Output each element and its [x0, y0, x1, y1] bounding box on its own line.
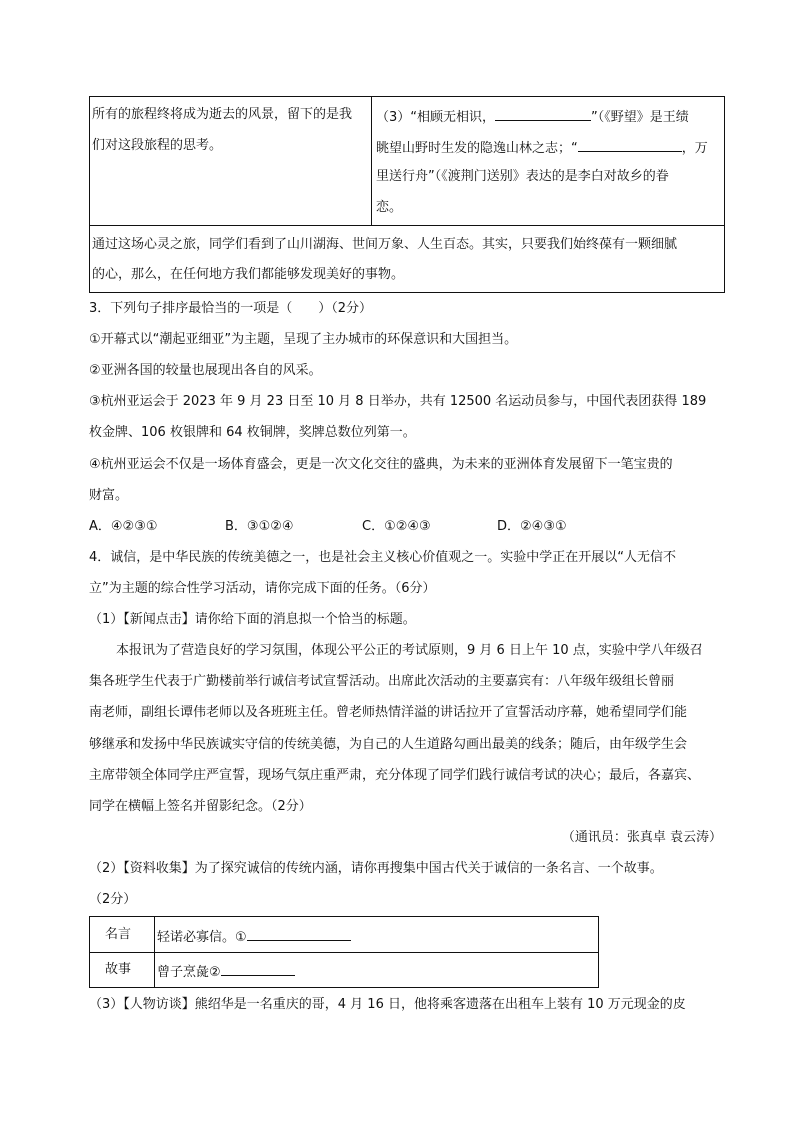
quote-answer-blank[interactable]	[247, 926, 351, 941]
story-answer-blank[interactable]	[221, 961, 295, 976]
answer-blank-2[interactable]	[578, 137, 682, 152]
news-line-2: 集各班学生代表于广勤楼前举行诚信考试宣誓活动。出席此次活动的主要嘉宾有：八年级年级组长曾丽	[89, 674, 675, 689]
poem-prompt-2-pre: 眺望山野时生发的隐逸山林之志；“	[376, 141, 578, 156]
table-right-line2	[376, 137, 708, 158]
poem-prompt-1-pre: （3）“相顾无相识，	[376, 110, 496, 125]
material-content-quote	[157, 926, 351, 947]
news-line-4: 够继承和发扬中华民族诚实守信的传统美德，为自己的人生道路勾画出最美的线条；随后，由年级学生会	[89, 737, 688, 752]
answer-blank-1[interactable]	[495, 106, 591, 121]
table-bottom-line2: 的心，那么，在任何地方我们都能够发现美好的事物。	[92, 267, 405, 282]
q4-sub2-line2: （2分）	[89, 892, 137, 907]
table-left-line2: 们对这段旅程的思考。	[92, 138, 223, 153]
q3-stem: 3．下列句子排序最恰当的一项是（ ）（2分）	[89, 301, 373, 316]
material-content-story	[157, 961, 295, 982]
top-table-column-divider	[371, 96, 372, 225]
q3-sentence-4-line2: 财富。	[89, 488, 129, 503]
q3-option-a[interactable]: A．④②③①	[89, 519, 158, 534]
q3-sentence-3-line1: ③杭州亚运会于 2023 年 9 月 23 日至 10 月 8 日举办，共有 12500 名运动员参与，中国代表团获得 189	[89, 394, 707, 409]
q4-stem-line2: 立”为主题的综合性学习活动，请你完成下面的任务。（6分）	[89, 581, 436, 596]
table-bottom-line1: 通过这场心灵之旅，同学们看到了山川湖海、世间万象、人生百态。其实，只要我们始终葆有一颗细腻	[92, 237, 678, 252]
poem-prompt-2-post: ，万	[681, 141, 708, 156]
story-text: 曾子烹彘②	[157, 965, 221, 980]
q3-sentence-2: ②亚洲各国的较量也展现出各自的风采。	[89, 363, 322, 378]
q4-sub3: （3）【人物访谈】熊绍华是一名重庆的哥，4 月 16 日，他将乘客遗落在出租车上装有 10 万元现金的皮	[89, 997, 686, 1012]
news-reporter: （通讯员：张真卓 袁云涛）	[561, 830, 722, 845]
news-line-6: 同学在横幅上签名并留影纪念。（2分）	[89, 799, 312, 814]
q3-option-d[interactable]: D．②④③①	[497, 519, 567, 534]
table-left-line1: 所有的旅程终将成为逝去的风景，留下的是我	[92, 107, 353, 122]
q3-sentence-1: ①开幕式以“潮起亚细亚”为主题，呈现了主办城市的环保意识和大国担当。	[89, 332, 518, 347]
quote-text: 轻诺必寡信。①	[157, 930, 247, 945]
table-right-line4: 恋。	[376, 200, 403, 215]
material-table-row-divider	[89, 952, 599, 953]
q4-sub1: （1）【新闻点击】请你给下面的消息拟一个恰当的标题。	[89, 612, 416, 627]
q3-sentence-3-line2: 枚金牌、106 枚银牌和 64 枚铜牌，奖牌总数位列第一。	[89, 425, 416, 440]
q4-sub2-line1: （2）【资料收集】为了探究诚信的传统内涵，请你再搜集中国古代关于诚信的一条名言、一个故事。	[89, 861, 663, 876]
material-label-quote: 名言	[105, 927, 132, 942]
top-table-row-divider	[89, 225, 725, 226]
news-line-1: 本报讯为了营造良好的学习氛围，体现公平公正的考试原则，9 月 6 日上午 10 点，实验中学八年级召	[116, 643, 703, 658]
q4-stem-line1: 4．诚信，是中华民族的传统美德之一，也是社会主义核心价值观之一。实验中学正在开展以“人无信不	[89, 550, 677, 565]
q3-option-c[interactable]: C．①②④③	[362, 519, 431, 534]
news-line-5: 主席带领全体同学庄严宣誓，现场气氛庄重严肃，充分体现了同学们践行诚信考试的决心；最后，各嘉宾、	[89, 768, 701, 783]
table-right-line1	[376, 106, 689, 127]
q3-sentence-4-line1: ④杭州亚运会不仅是一场体育盛会，更是一次文化交往的盛典，为未来的亚洲体育发展留下一笔宝贵的	[89, 457, 673, 472]
q3-option-b[interactable]: B．③①②④	[225, 519, 294, 534]
table-right-line3: 里送行舟”（《渡荆门送别》表达的是李白对故乡的眷	[376, 169, 669, 184]
poem-prompt-1-post: ”（《野望》是王绩	[591, 110, 689, 125]
material-label-story: 故事	[105, 962, 132, 977]
news-line-3: 南老师，副组长谭伟老师以及各班班主任。曾老师热情洋溢的讲话拉开了宣誓活动序幕，她希望同学们能	[89, 705, 688, 720]
